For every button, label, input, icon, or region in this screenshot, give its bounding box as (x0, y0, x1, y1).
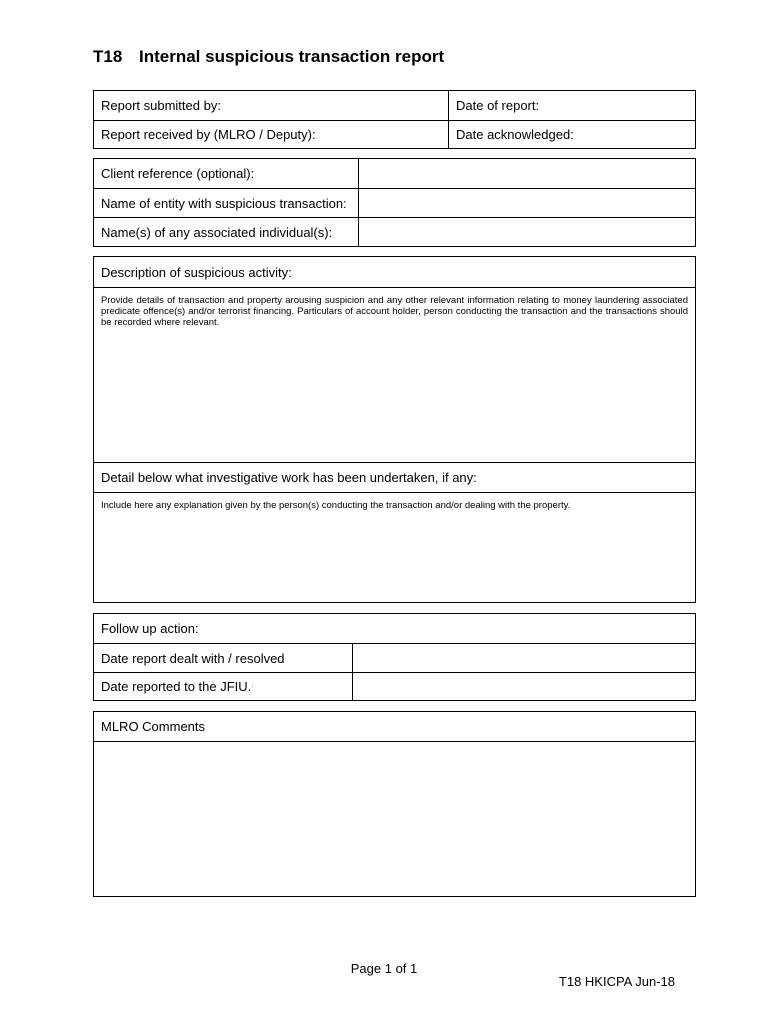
investigation-instructions: Include here any explanation given by the person(s) conducting the transaction and/or dealing with the property. (101, 500, 571, 511)
date-reported-label: Date reported to the JFIU. (101, 679, 252, 694)
document-reference: T18 HKICPA Jun-18 (558, 974, 675, 989)
date-resolved-label-cell (94, 644, 352, 672)
mlro-comments-heading-cell (94, 712, 695, 741)
client-details-table (93, 158, 696, 247)
document-title (93, 47, 444, 67)
footnote-marker: · (251, 683, 254, 690)
table-row (94, 462, 695, 492)
document-title-text: Internal suspicious transaction report (139, 47, 445, 66)
report-details-table (93, 90, 696, 149)
description-table (93, 256, 696, 603)
table-row (94, 712, 695, 741)
table-row (94, 672, 695, 700)
document-code: T18 (93, 47, 123, 66)
date-acknowledged-label: Date acknowledged: (456, 127, 574, 142)
date-reported-input[interactable] (352, 673, 695, 700)
follow-up-heading-cell (94, 614, 695, 643)
client-reference-input[interactable] (358, 159, 695, 188)
report-received-by-label: Report received by (MLRO / Deputy): (101, 127, 316, 142)
description-heading-cell (94, 257, 695, 287)
date-resolved-label: Date report dealt with / resolved (101, 650, 285, 666)
client-reference-label: Client reference (optional): (101, 166, 255, 181)
report-submitted-by-label: Report submitted by: (101, 98, 221, 113)
table-row (94, 120, 695, 148)
table-row (94, 188, 695, 217)
report-submitted-by-field[interactable] (94, 91, 448, 120)
report-received-by-field[interactable] (94, 121, 448, 148)
associated-individuals-label: Name(s) of any associated individual(s): (101, 224, 333, 240)
follow-up-table (93, 613, 696, 701)
follow-up-heading: Follow up action: (101, 621, 199, 636)
description-text-area[interactable] (94, 287, 695, 462)
table-row (94, 614, 695, 643)
table-row (94, 257, 695, 287)
investigation-text-area[interactable] (94, 492, 695, 602)
page-number: Page 1 of 1 (350, 961, 418, 976)
entity-name-input[interactable] (358, 189, 695, 217)
description-heading: Description of suspicious activity: (101, 264, 292, 280)
investigation-heading-cell (94, 463, 695, 492)
mlro-comments-heading: MLRO Comments (101, 719, 206, 734)
date-acknowledged-field[interactable] (448, 121, 695, 148)
date-resolved-input[interactable] (352, 644, 695, 672)
mlro-comments-text-area[interactable] (94, 741, 695, 896)
table-row (94, 159, 695, 188)
investigation-heading: Detail below what investigative work has been undertaken, if any: (101, 470, 477, 485)
mlro-comments-table (93, 711, 696, 897)
client-reference-label-cell (94, 159, 358, 188)
entity-name-label: Name of entity with suspicious transaction: (101, 195, 347, 211)
description-instructions: Provide details of transaction and property arousing suspicion and any other relevant information relating to money laundering associated predicate offence(s) and/or terrorist financing. Particulars of account holder, person conducting the transaction and the transactions should be recorded where relevant. (101, 295, 688, 328)
date-reported-label-cell (94, 673, 352, 700)
date-of-report-label: Date of report: (456, 98, 540, 113)
table-row (94, 91, 695, 120)
date-of-report-field[interactable] (448, 91, 695, 120)
table-row (94, 643, 695, 672)
entity-name-label-cell (94, 189, 358, 217)
associated-individuals-label-cell (94, 218, 358, 246)
associated-individuals-input[interactable] (358, 218, 695, 246)
table-row (94, 217, 695, 246)
